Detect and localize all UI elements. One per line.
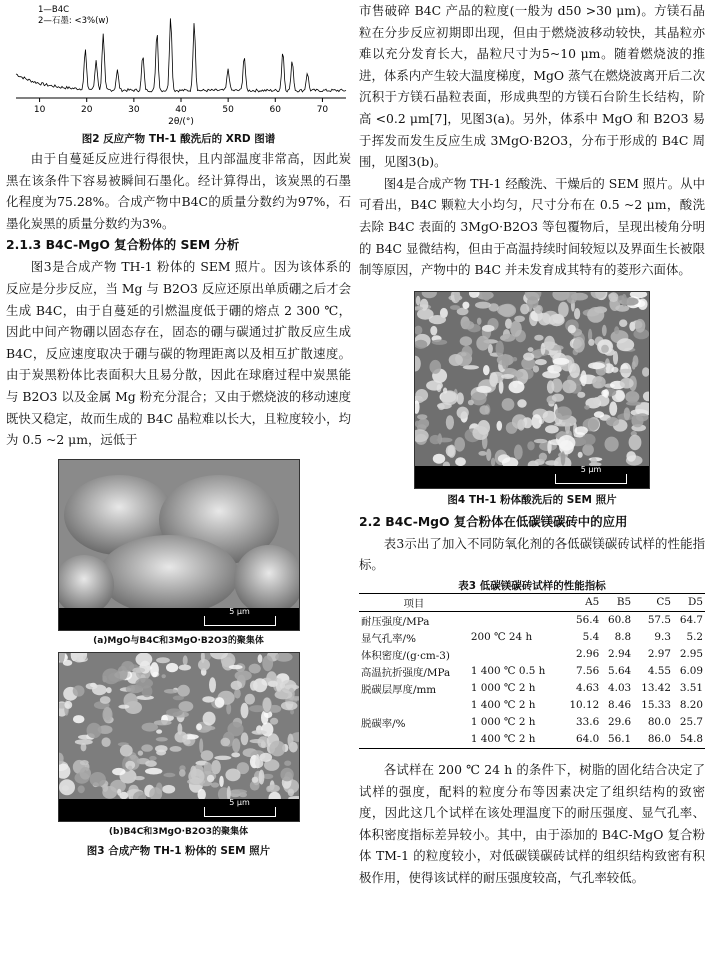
table-cell-condition: 200 ℃ 24 h	[470, 631, 533, 644]
table-cell-item	[359, 731, 469, 749]
table-cell-condition: 1 400 ℃ 2 h	[469, 731, 562, 749]
xrd-legend-2: 2—石墨: <3%(w)	[38, 16, 109, 26]
table-cell-value: 2.97	[647, 648, 671, 661]
table-cell-item: 脱碳层厚度/mm	[361, 683, 437, 696]
table-cell-item	[359, 697, 469, 714]
table-cell-item: 高温抗折强度/MPa	[361, 666, 451, 679]
table-cell-item: 耐压强度/MPa	[361, 615, 430, 628]
fig3b-photo	[58, 652, 300, 822]
table-cell-value: 4.55	[647, 665, 671, 678]
table-row	[359, 663, 705, 680]
xrd-xtick-label: 40	[175, 105, 187, 115]
fig3b-scalebar: 5 μm	[204, 807, 276, 817]
left-paragraph-1: 由于自蔓延反应进行得很快，且内部温度非常高，因此炭黑在该条件下容易被瞬间石墨化。经计算得出，该炭黑的石墨化程度为75.28%。合成产物中B4C的质量分数约为97%，石墨化炭黑的质量分数约为3%。	[6, 151, 351, 231]
xrd-xtick-label: 70	[316, 105, 329, 115]
table-cell-value: 4.03	[608, 682, 632, 695]
table-cell-condition: 1 400 ℃ 0.5 h	[470, 665, 546, 678]
table-cell-condition	[469, 646, 562, 663]
table-cell-value: 56.1	[601, 731, 633, 749]
table-cell-value: 5.64	[608, 665, 632, 678]
xrd-xtick-label: 50	[222, 105, 234, 115]
table-cell-value: 5.4	[582, 631, 600, 644]
table-cell-condition: 1 000 ℃ 2 h	[470, 682, 536, 695]
xrd-xtick-label: 30	[128, 105, 140, 115]
fig2-caption: 图2 反应产物 TH-1 酸洗后的 XRD 图谱	[81, 133, 276, 145]
table-cell-value: 80.0	[647, 716, 671, 729]
xrd-plot	[6, 0, 351, 128]
left-column	[6, 0, 351, 858]
table-cell-item: 显气孔率/%	[361, 632, 416, 645]
left-paragraph-2: 图3是合成产物 TH-1 粉体的 SEM 照片。因为该体系的反应是分步反应，当 Mg 与 B2O3 反应还原出单质硼之后才会生成 B4C，由于自蔓延的引燃温度低于硼的熔点 2 300 ℃，因此中间产物硼以固态存在，固态的硼与碳通过扩散反应生成 B4C，反应速度取决于硼与碳的物理距离以及相互扩散速度。由于炭黑粉体比表面积大且易分散，因此在球磨过程中炭黑能与 B2O3 以及金属 Mg 粉充分混合；又由于燃烧波的移动速度既快又稳定，故而生成的 B4C 晶粒难以长大，且粒度较小，均为 0.5 ~2 μm，远低于	[6, 259, 351, 448]
table-row	[359, 697, 705, 714]
table3-header-item: 项目	[359, 593, 469, 611]
table-cell-value: 8.8	[614, 631, 632, 644]
table-cell-condition: 1 000 ℃ 2 h	[470, 716, 536, 729]
table-cell-value: 2.95	[679, 648, 703, 661]
table3-title: 表3 低碳镁碳砖试样的性能指标	[458, 579, 606, 592]
table-cell-value: 56.4	[576, 614, 600, 627]
table3-header-d5: D5	[673, 593, 705, 611]
fig4-photo	[414, 291, 650, 489]
table3-header-c5: C5	[633, 593, 673, 611]
xrd-xtick-label: 10	[33, 105, 46, 115]
table-cell-value: 25.7	[679, 716, 703, 729]
fig3-caption: 图3 合成产物 TH-1 粉体的 SEM 照片	[86, 844, 271, 857]
table-cell-value: 2.94	[608, 648, 632, 661]
table-cell-value: 9.3	[654, 631, 671, 644]
xrd-xlabel: 2θ/(°)	[168, 117, 194, 127]
section-2-2-heading: 2.2 B4C-MgO 复合粉体在低碳镁碳砖中的应用	[359, 513, 628, 529]
table-cell-value: 8.20	[679, 699, 703, 712]
table3-header-a5: A5	[561, 593, 601, 611]
table-cell-value: 3.51	[679, 682, 703, 695]
table-cell-item: 体积密度/(g·cm-3)	[361, 649, 450, 662]
fig3a-scalebar: 5 μm	[204, 616, 276, 626]
table-cell-value: 4.63	[576, 682, 600, 695]
table-cell-value: 33.6	[576, 716, 600, 729]
right-paragraph-1: 市售破碎 B4C 产品的粒度(一般为 d50 >30 μm)。方镁石晶粒在分步反应初期即出现，但由于燃烧波移动较快，其晶粒亦难以充分发育长大，晶粒尺寸为5~10 μm。随着燃烧波的推进，体系内产生较大温度梯度，MgO 蒸气在燃烧波离开后二次沉积于方镁石晶粒表面，形成典型的方镁石台阶生长结构，阶高 <0.2 μm[7]，见图3(a)。另外，体系中 MgO 和 B2O3 易于挥发而发生反应生成 3MgO·B2O3，分布于形成的 B4C 周围，见图3(b)。	[359, 3, 705, 170]
table-row	[359, 611, 705, 629]
table-row	[359, 731, 705, 749]
xrd-xtick-label: 60	[269, 105, 282, 115]
table-cell-value: 57.5	[647, 614, 671, 627]
table-cell-value: 8.46	[608, 699, 632, 712]
table3-header-row	[359, 593, 705, 611]
section-2-1-3-heading: 2.1.3 B4C-MgO 复合粉体的 SEM 分析	[6, 237, 240, 253]
table-cell-value: 13.42	[641, 682, 671, 695]
fig3a-caption: (a)MgO与B4C和3MgO·B2O3的聚集体	[93, 635, 264, 646]
table-cell-value: 10.12	[569, 699, 600, 712]
table-row	[359, 680, 705, 697]
table3-header-cond	[469, 593, 562, 611]
table-cell-value: 54.8	[673, 731, 705, 749]
table-cell-value: 60.8	[608, 614, 632, 627]
right-paragraph-2: 图4是合成产物 TH-1 经酸洗、干燥后的 SEM 照片。从中可看出，B4C 颗粒大小均匀，尺寸分布在 0.5 ~2 μm，酸洗去除 B4C 表面的 3MgO·B2O3 等包覆物后，呈现出棱角分明的 B4C 显微结构，但由于高温持续时间较短以及界面生长被限制等原因，产物中的 B4C 并未发育成其特有的菱形六面体。	[359, 175, 705, 278]
fig3b-caption: (b)B4C和3MgO·B2O3的聚集体	[108, 826, 249, 837]
right-paragraph-end: 各试样在 200 ℃ 24 h 的条件下，树脂的固化结合决定了试样的强度，配料的粒度分布等因素决定了组织结构的致密度，因此这几个试样在该处理温度下的耐压强度、显气孔率、体积密度指标差异较小。其中，由于添加的 B4C-MgO 复合粉体 TM-1 的粒度较小，对低碳镁碳砖试样的组织结构致密有积极作用，使得该试样的耐压强度较高，气孔率较低。	[359, 761, 705, 885]
table-row	[359, 629, 705, 646]
table-cell-value: 6.09	[679, 665, 703, 678]
table-row	[359, 714, 705, 731]
xrd-xtick-label: 20	[80, 105, 93, 115]
right-column	[359, 0, 705, 888]
table-cell-value: 64.0	[561, 731, 601, 749]
table-row	[359, 646, 705, 663]
fig4-caption: 图4 TH-1 粉体酸洗后的 SEM 照片	[447, 493, 617, 506]
table-cell-value: 86.0	[633, 731, 673, 749]
table-cell-value: 7.56	[576, 665, 600, 678]
table-cell-condition: 1 400 ℃ 2 h	[470, 699, 536, 712]
table-intro-paragraph: 表3示出了加入不同防氧化剂的各低碳镁碳砖试样的性能指标。	[359, 535, 705, 573]
table-cell-value: 2.96	[576, 648, 600, 661]
table3-header-b5: B5	[601, 593, 633, 611]
table-cell-value: 64.7	[679, 614, 703, 627]
fig4-scalebar: 5 μm	[555, 474, 627, 484]
table-cell-condition	[469, 611, 562, 629]
table-cell-value: 5.2	[686, 631, 703, 644]
table-cell-item: 脱碳率/%	[361, 717, 406, 730]
fig3a-photo	[58, 459, 300, 631]
table-cell-value: 15.33	[641, 699, 671, 712]
xrd-figure	[6, 0, 351, 148]
table-cell-value: 29.6	[608, 716, 632, 729]
xrd-legend-1: 1—B4C	[38, 5, 70, 15]
table3	[359, 593, 705, 749]
